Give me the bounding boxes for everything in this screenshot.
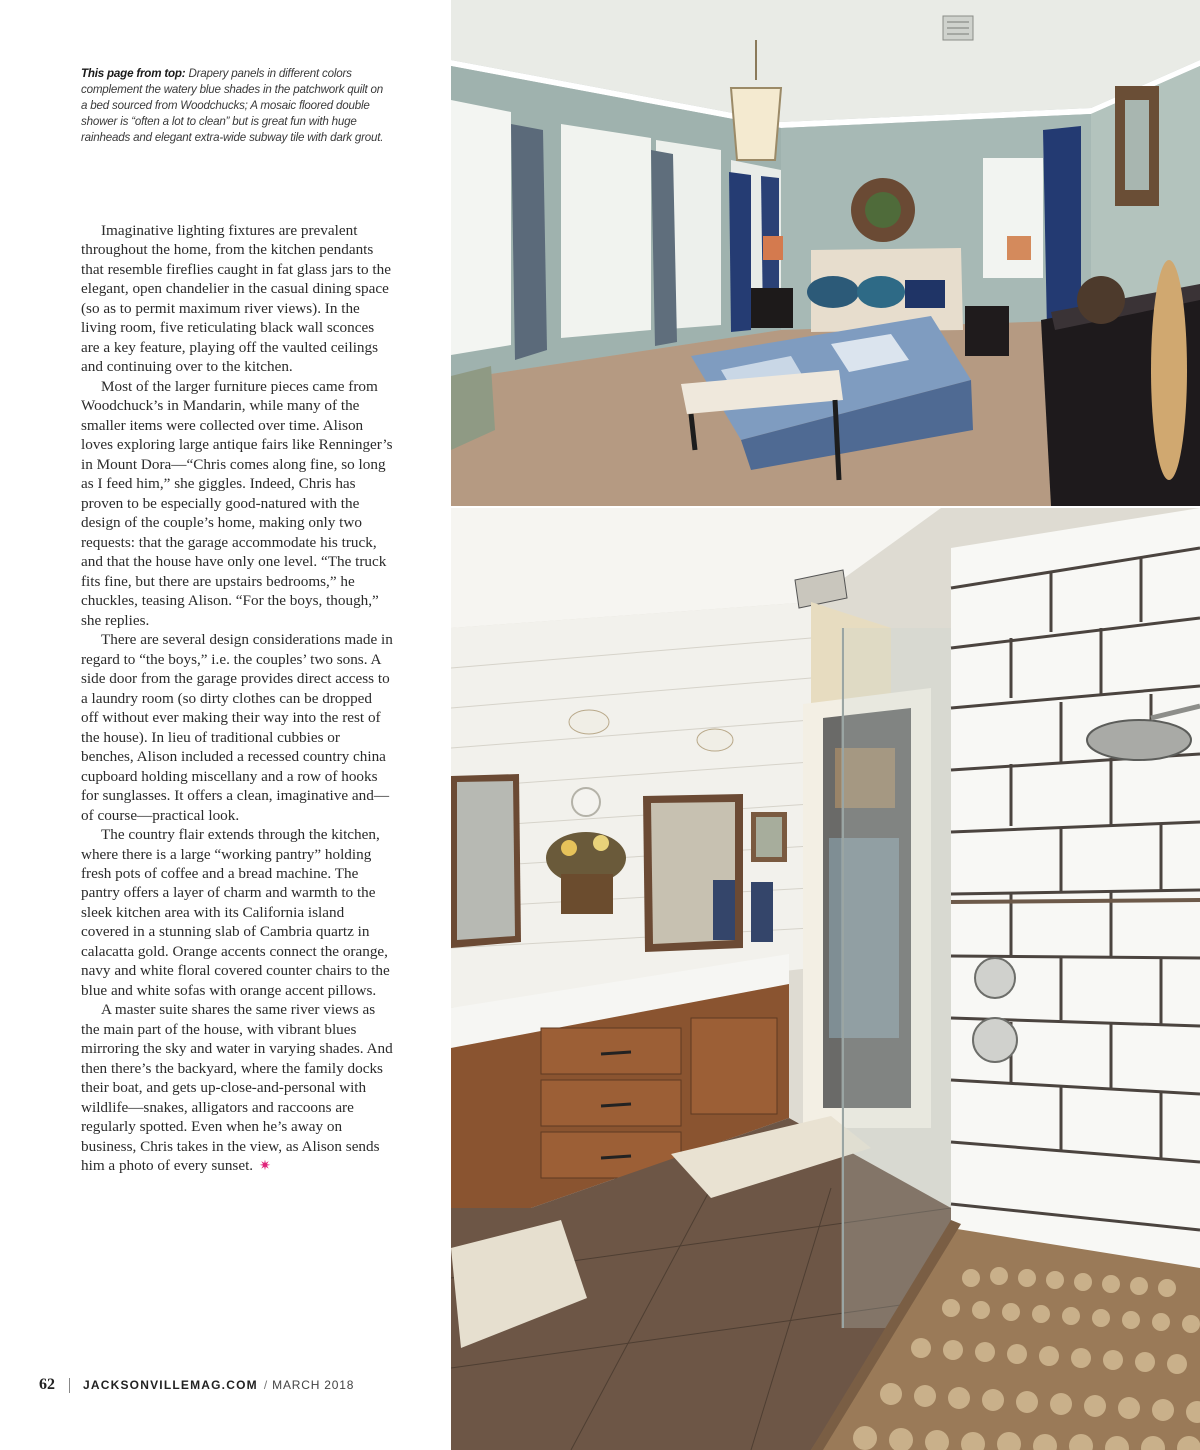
article-paragraph: There are several design considerations made in regard to “the boys,” i.e. the couples’ two sons. A side door from the garage provides direct access to a laundry room (so dirty clothes can be dropped off without ever making their way into the rest of the house). In lieu of traditional cubbies or benches, Alison included a recessed country china cupboard holding miscellany and a row of hooks for sunglasses. It offers a clean, imaginative and—of course—practical look. [81,631,393,824]
end-mark-icon: ✷ [259,1159,271,1175]
bathroom-photo [451,508,1200,1450]
article-paragraph-last [81,1000,393,1176]
caption-text: Drapery panels in different colors complement the watery blue shades in the patchwork quilt on a bed sourced from Woodchucks; A mosaic floored double shower is “often a lot to clean” but is great fun with huge rainheads and elegant extra-wide subway tile with dark grout. [81,67,384,144]
article-paragraph: The country flair extends through the kitchen, where there is a large “working pantry” holding fresh pots of coffee and a bread machine. The pantry offers a layer of charm and warmth to the sleek kitchen area with its California island covered in a stunning slab of Cambria quartz in calacatta gold. Orange accents connect the orange, navy and white floral covered counter chairs to the blue and white sofas with orange accent pillows. [81,826,390,999]
footer-slash: / [263,1378,268,1392]
page-number: 62 [39,1376,55,1393]
site-name: JACKSONVILLEMAG.COM [83,1378,258,1392]
article-body [81,221,393,1177]
article-paragraph: Most of the larger furniture pieces came from Woodchuck’s in Mandarin, while many of the smaller items were collected over time. Alison loves exploring large antique fairs like Renninger’s in Mount Dora—“Chris comes along fine, so long as I feed him,” she giggles. Indeed, Chris has proven to be especially good-natured with the design of the couple’s home, making only two requests: that the garage accommodate his truck, and that the house have only one level. “The truck fits fine, but there are upstairs bedrooms,” he chuckles, teasing Alison. “For the boys, though,” she replies. [81,377,393,629]
bedroom-photo [451,0,1200,506]
page-footer [39,1376,354,1394]
photo-caption [81,66,391,146]
footer-divider [69,1378,70,1393]
issue-date: MARCH 2018 [272,1378,355,1392]
article-paragraph-text: A master suite shares the same river views as the main part of the house, with vibrant blues mirroring the sky and water in varying shades. And then there’s the backyard, where the family docks their boat, and gets up-close-and-personal with wildlife—snakes, alligators and raccoons are regularly spotted. Even when he’s away on business, Chris takes in the view, as Alison sends him a photo of every sunset. [81,1001,393,1175]
caption-lead: This page from top: [81,67,186,80]
article-paragraph: Imaginative lighting fixtures are prevalent throughout the home, from the kitchen pendants that resemble fireflies caught in fat glass jars to the elegant, open chandelier in the casual dining space (so as to permit maximum river views). In the living room, five reticulating black wall sconces are a key feature, playing off the vaulted ceilings and continuing over to the kitchen. [81,222,391,376]
